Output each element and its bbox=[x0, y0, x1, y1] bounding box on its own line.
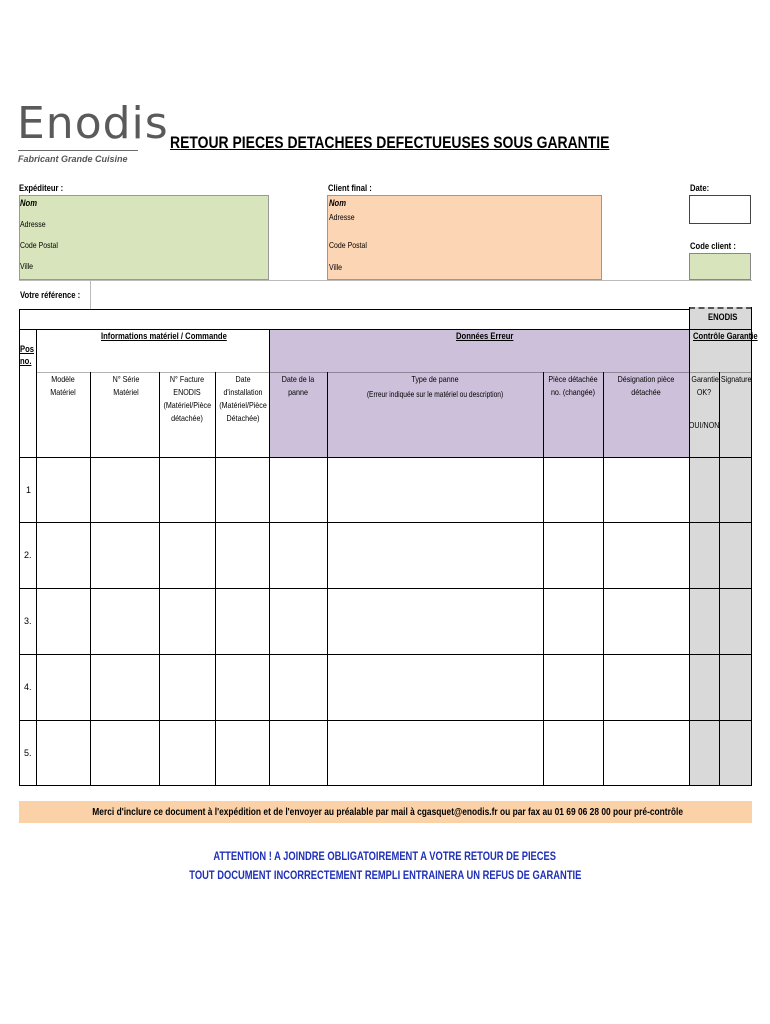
code-client-field[interactable] bbox=[689, 253, 751, 280]
client-final-nom: Nom bbox=[329, 198, 346, 208]
logo-divider bbox=[18, 150, 138, 151]
table-row-1[interactable] bbox=[37, 458, 689, 522]
col-type-panne: Type de panne bbox=[411, 374, 459, 384]
row-2-pos: 2. bbox=[24, 550, 32, 560]
col-oui-non: OUI/NON bbox=[688, 420, 720, 430]
col-numero-serie: N° Série Matériel bbox=[112, 374, 140, 397]
grid-h6 bbox=[19, 785, 752, 786]
expediteur-label: Expéditeur : bbox=[19, 183, 64, 193]
grid-h0 bbox=[19, 329, 752, 330]
grid-v10 bbox=[719, 372, 720, 786]
client-final-adresse: Adresse bbox=[329, 212, 355, 222]
client-final-box[interactable] bbox=[327, 195, 602, 280]
instruction-bar bbox=[19, 801, 752, 823]
page-title: RETOUR PIECES DETACHEES DEFECTUEUSES SOUS GARANTIE bbox=[170, 133, 610, 152]
expediteur-adresse: Adresse bbox=[20, 219, 46, 229]
row-1-pos: 1 bbox=[26, 485, 32, 495]
date-field[interactable] bbox=[689, 195, 751, 224]
votre-reference-field[interactable] bbox=[91, 281, 691, 309]
votre-reference-label: Votre référence : bbox=[20, 290, 81, 300]
attention-line-2 bbox=[0, 868, 770, 882]
table-row-4[interactable] bbox=[37, 655, 689, 720]
expediteur-nom: Nom bbox=[20, 198, 37, 208]
row-3-pos: 3. bbox=[24, 616, 32, 626]
client-final-label: Client final : bbox=[328, 183, 372, 193]
expediteur-ville: Ville bbox=[20, 261, 34, 271]
col-garantie-ok: Garantie OK? bbox=[691, 374, 719, 397]
pos-label: Pos no. bbox=[20, 344, 35, 366]
row-5-pos: 5. bbox=[24, 748, 32, 758]
enodis-label: ENODIS bbox=[708, 312, 738, 322]
group-erreur-label: Données Erreur bbox=[456, 331, 514, 341]
table-row-3[interactable] bbox=[37, 589, 689, 654]
expediteur-box[interactable] bbox=[19, 195, 269, 280]
attention-line-2-text: TOUT DOCUMENT INCORRECTEMENT REMPLI ENTRAINERA UN REFUS DE GARANTIE bbox=[188, 868, 582, 882]
enodis-logo: Enodis bbox=[17, 98, 169, 149]
col-type-panne-desc: (Erreur indiquée sur le matériel ou description) bbox=[366, 389, 504, 399]
controle-body-fill bbox=[689, 457, 752, 785]
grid-v0 bbox=[19, 309, 20, 786]
grid-v11 bbox=[751, 307, 752, 786]
table-row-5[interactable] bbox=[37, 721, 689, 785]
code-client-label: Code client : bbox=[690, 241, 736, 251]
col-designation-piece: Désignation pièce détachée bbox=[617, 374, 675, 397]
group-controle-label: Contrôle Garantie bbox=[693, 331, 758, 341]
row-4-pos: 4. bbox=[24, 682, 32, 692]
attention-line-1 bbox=[0, 849, 770, 863]
table-spacer-row bbox=[19, 309, 689, 330]
col-modele-materiel: Modèle Matériel bbox=[50, 374, 76, 397]
instruction-text: Merci d'inclure ce document à l'expédition et de l'envoyer au préalable par mail à cgasquet@enodis.fr ou par fax au 01 69 06 28 00 pour pré-contrôle bbox=[92, 806, 684, 818]
group-informations-label: Informations matériel / Commande bbox=[101, 331, 227, 341]
col-date-installation: Date d'installation (Matériel/Pièce Détachée) bbox=[219, 374, 267, 423]
date-label: Date: bbox=[690, 183, 710, 193]
col-date-panne: Date de la panne bbox=[281, 374, 315, 397]
col-facture-enodis: N° Facture ENODIS (Matériel/Pièce détachée) bbox=[163, 374, 212, 423]
client-final-code-postal: Code Postal bbox=[329, 240, 367, 250]
client-final-ville: Ville bbox=[329, 262, 343, 272]
logo-tagline: Fabricant Grande Cuisine bbox=[18, 154, 128, 164]
col-piece-detachee-no: Pièce détachée no. (changée) bbox=[548, 374, 598, 397]
expediteur-code-postal: Code Postal bbox=[20, 240, 58, 250]
col-signature: Signature bbox=[720, 374, 752, 384]
attention-line-1-text: ATTENTION ! A JOINDRE OBLIGATOIREMENT A VOTRE RETOUR DE PIECES bbox=[213, 849, 557, 863]
table-row-2[interactable] bbox=[37, 523, 689, 588]
grid-v9 bbox=[689, 307, 690, 786]
